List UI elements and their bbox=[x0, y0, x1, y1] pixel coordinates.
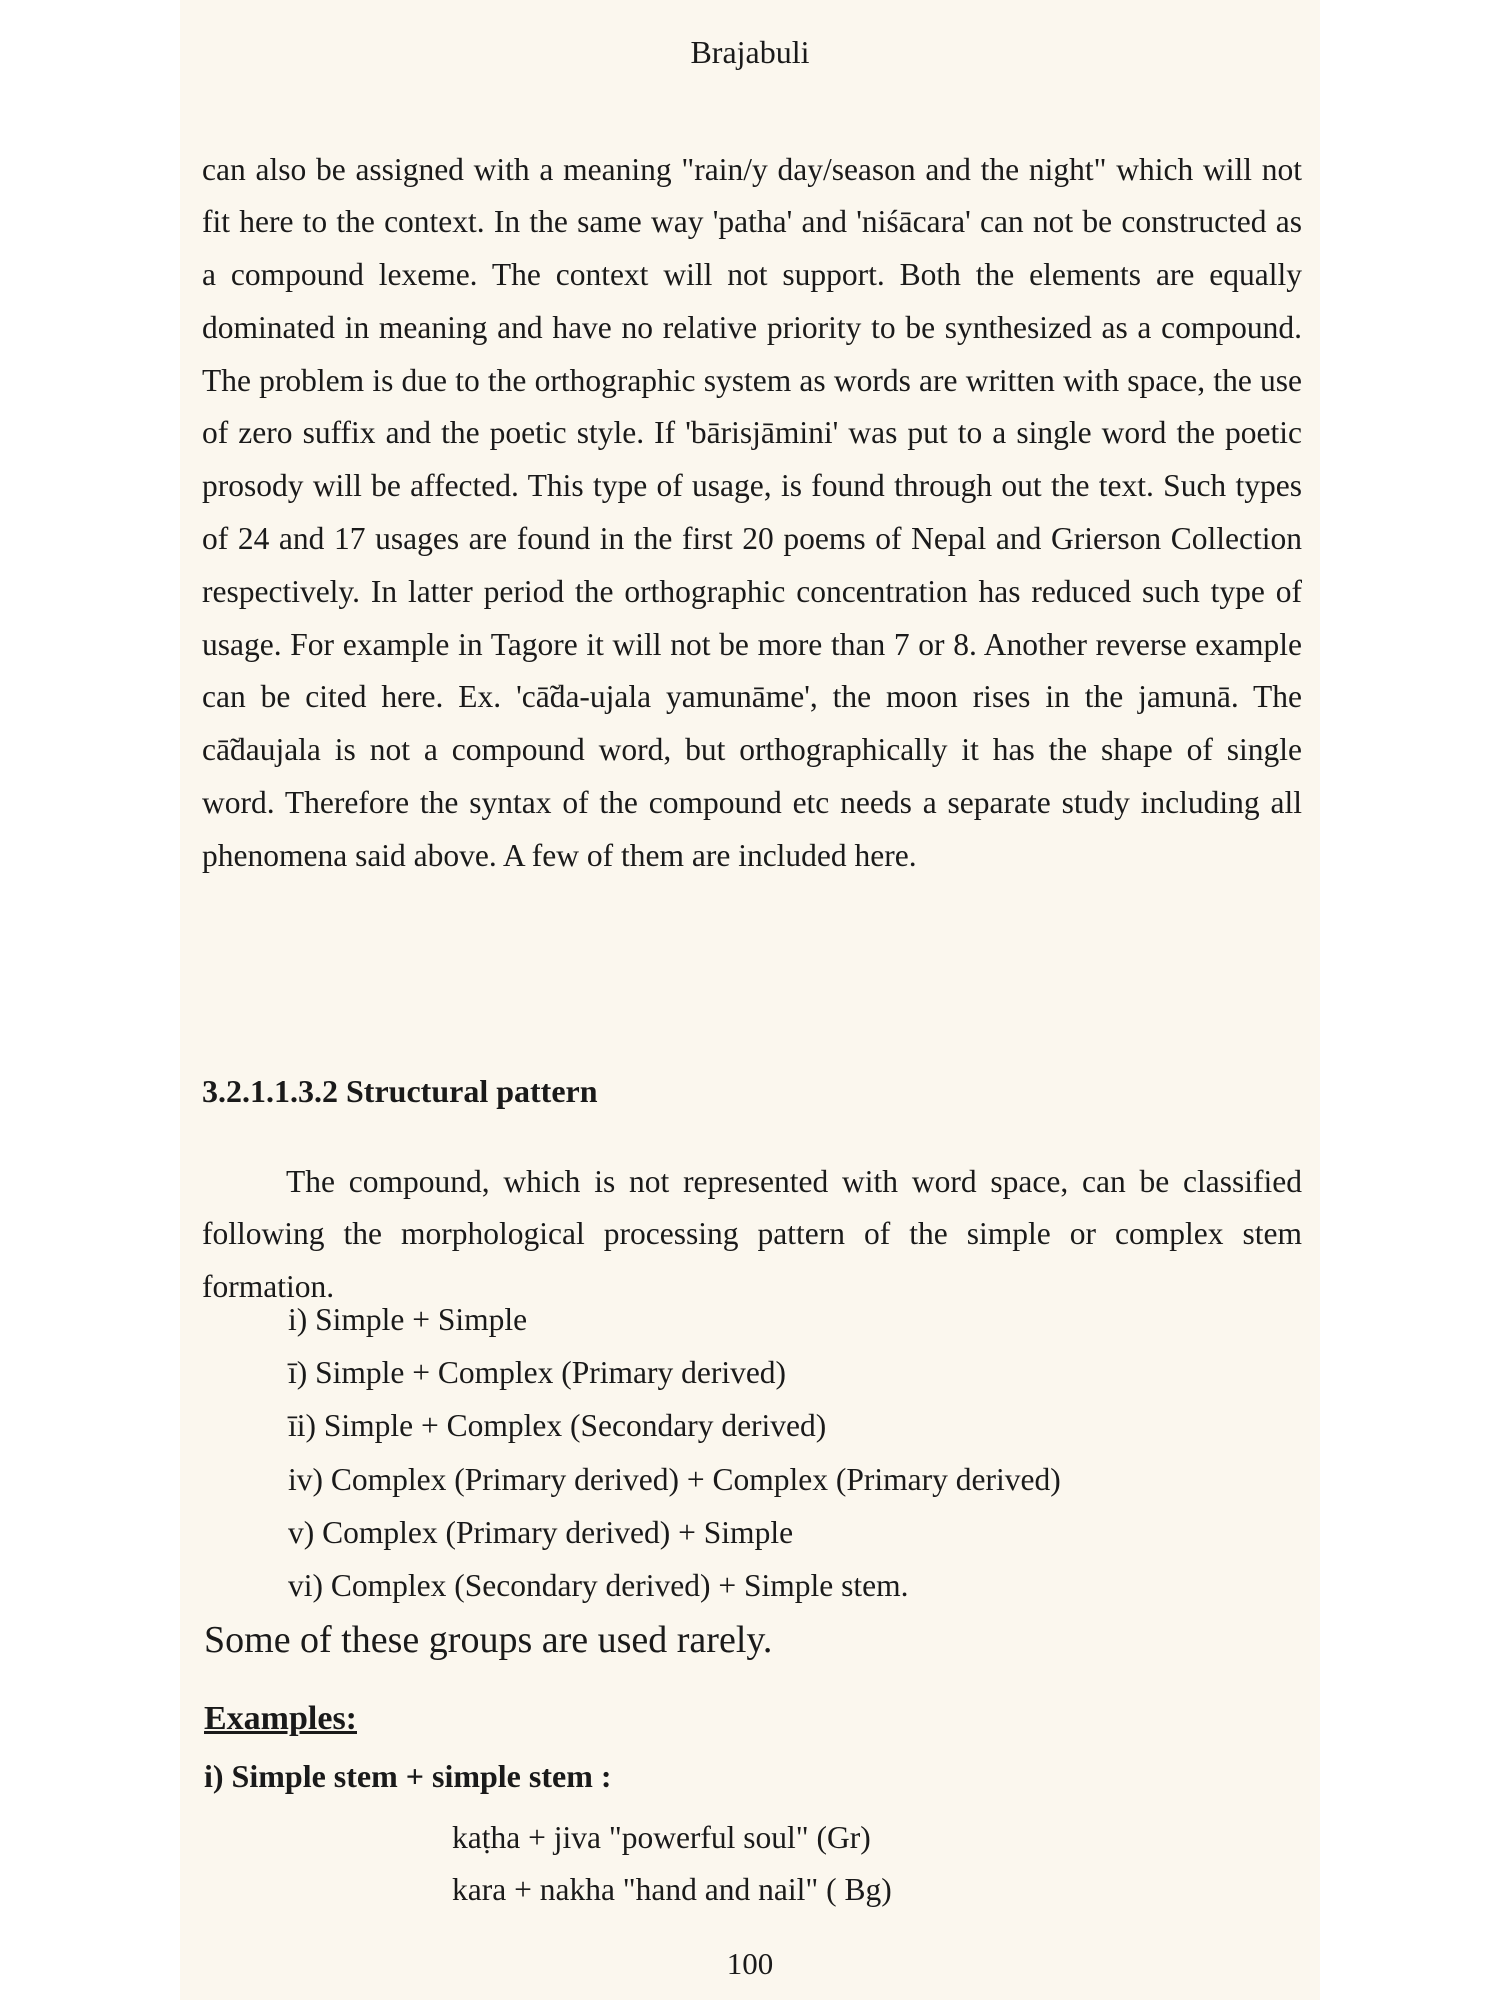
list-item: i) Simple + Simple bbox=[288, 1302, 528, 1337]
list-item: iv) Complex (Primary derived) + Complex (Primary derived) bbox=[288, 1461, 1061, 1497]
paragraph-orthography: can also be assigned with a meaning "rain/y day/season and the night" which will not fit here to the context. In the same way 'patha' and 'niśācara' can not be constructed as a compound lexeme. The context will not support. Both the elements are equally dominated in meaning and have no relative priority to be synthesized as a compound. The problem is due to the orthographic system as words are written with space, the use of zero suffix and the poetic style. If 'bārisjāmini' was put to a single word the poetic prosody will be affected. This type of usage, is found through out the text. Such types of 24 and 17 usages are found in the first 20 poems of Nepal and Grierson Collection respectively. In latter period the orthographic concentration has reduced such type of usage. For example in Tagore it will not be more than 7 or 8. Another reverse example can be cited here. Ex. 'cā̃da-ujala yamunāme', the moon rises in the jamunā. The cā̃daujala is not a compound word, but orthographically it has the shape of single word. Therefore the syntax of the compound etc needs a separate study including all phenomena said above. A few of them are included here. bbox=[202, 151, 1302, 873]
example-line: kaṭha + jiva "powerful soul" (Gr) bbox=[452, 1820, 871, 1855]
book-page bbox=[180, 0, 1320, 2000]
usage-note: Some of these groups are used rarely. bbox=[204, 1619, 773, 1661]
running-header: Brajabuli bbox=[690, 34, 810, 70]
paragraph-structural-pattern: The compound, which is not represented with word space, can be classified following the morphological processing pattern of the simple or complex stem formation. bbox=[202, 1163, 1302, 1305]
pattern-list bbox=[288, 1293, 1288, 1612]
list-item: v) Complex (Primary derived) + Simple bbox=[288, 1514, 794, 1550]
list-item: vi) Complex (Secondary derived) + Simple stem. bbox=[288, 1568, 909, 1604]
list-item: īi) Simple + Complex (Secondary derived) bbox=[288, 1408, 827, 1444]
example-line: kara + nakha "hand and nail" ( Bg) bbox=[452, 1872, 892, 1907]
section-heading: 3.2.1.1.3.2 Structural pattern bbox=[202, 1073, 598, 1109]
page-number: 100 bbox=[726, 1946, 774, 1981]
examples-subheading: i) Simple stem + simple stem : bbox=[204, 1758, 612, 1794]
examples-heading: Examples: bbox=[204, 1700, 357, 1737]
list-item: ī) Simple + Complex (Primary derived) bbox=[288, 1355, 787, 1391]
